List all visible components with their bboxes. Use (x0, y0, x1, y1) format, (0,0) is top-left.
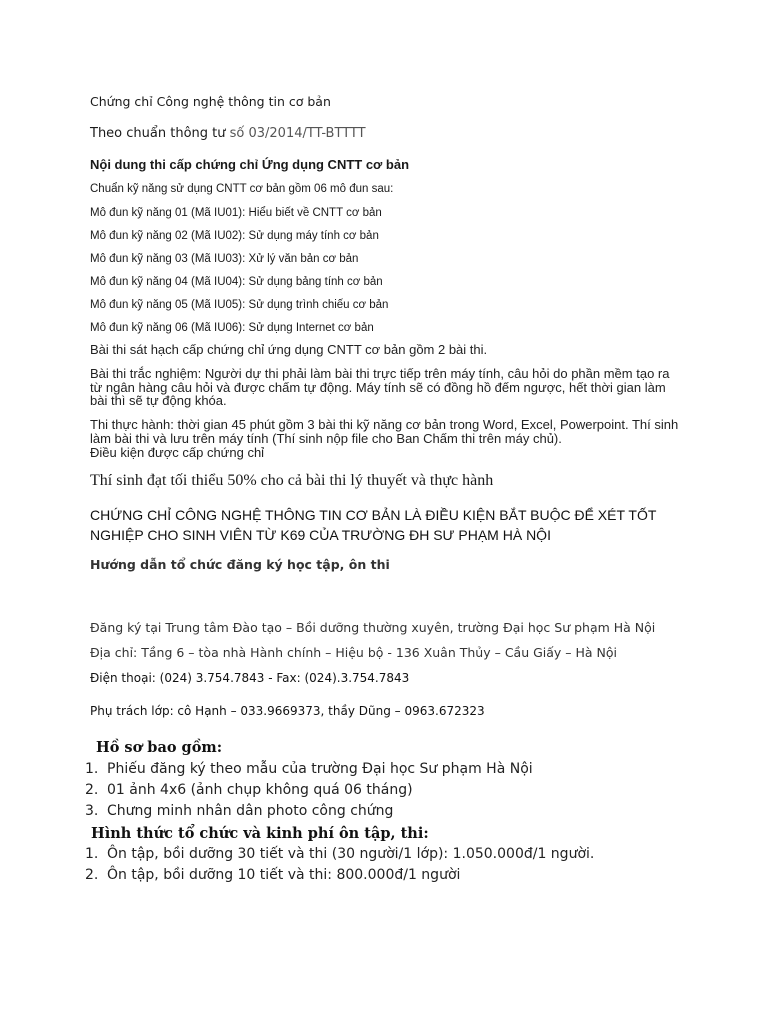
exam-practice-description: Thi thực hành: thời gian 45 phút gồm 3 bài thi kỹ năng cơ bản trong Word, Excel, Powerpoint. Thí sinh làm bài thi và lưu trên máy tính (Thí sinh nộp file cho Ban Chấm thi trên máy chủ). (90, 417, 679, 446)
registration-place: Đăng ký tại Trung tâm Đào tạo – Bồi dưỡng thường xuyên, trường Đại học Sư phạm Hà Nội (90, 620, 656, 635)
graduation-notice: CHỨNG CHỈ CÔNG NGHỆ THÔNG TIN CƠ BẢN LÀ ĐIỀU KIỆN BẮT BUỘC ĐỂ XÉT TỐT NGHIỆP CHO SINH VIÊN TỪ K69 CỦA TRƯỜNG ĐH SƯ PHẠM HÀ NỘI (90, 507, 657, 543)
registration-address: Địa chỉ: Tầng 6 – tòa nhà Hành chính – Hiệu bộ - 136 Xuân Thủy – Cầu Giấy – Hà Nội (90, 645, 618, 660)
exam-content-heading: Nội dung thi cấp chứng chỉ Ứng dụng CNTT cơ bản (90, 157, 410, 172)
standard-number: số 03/2014/TT-BTTTT (229, 126, 366, 141)
exam-intro: Bài thi sát hạch cấp chứng chỉ ứng dụng CNTT cơ bản gồm 2 bài thi. (90, 342, 488, 357)
fees-list (85, 844, 594, 886)
module-item: Mô đun kỹ năng 05 (Mã IU05): Sử dụng trình chiếu cơ bản (90, 299, 389, 311)
documents-list (85, 759, 533, 822)
page-title: Chứng chỉ Công nghệ thông tin cơ bản (90, 94, 331, 109)
module-item: Mô đun kỹ năng 04 (Mã IU04): Sử dụng bảng tính cơ bản (90, 276, 383, 288)
registration-contact: Phụ trách lớp: cô Hạnh – 033.9669373, thầy Dũng – 0963.672323 (90, 704, 485, 718)
list-item: 1. Phiếu đăng ký theo mẫu của trường Đại học Sư phạm Hà Nội (85, 761, 533, 777)
certificate-condition-label: Điều kiện được cấp chứng chỉ (90, 445, 265, 460)
certificate-condition-text: Thí sinh đạt tối thiểu 50% cho cả bài thi lý thuyết và thực hành (90, 472, 494, 489)
fees-heading: Hình thức tổ chức và kinh phí ôn tập, thi: (91, 825, 429, 842)
list-item: 1. Ôn tập, bồi dưỡng 30 tiết và thi (30 người/1 lớp): 1.050.000đ/1 người. (85, 846, 595, 862)
module-item: Mô đun kỹ năng 03 (Mã IU03): Xử lý văn bản cơ bản (90, 253, 359, 265)
exam-theory-description: Bài thi trắc nghiệm: Người dự thi phải làm bài thi trực tiếp trên máy tính, câu hỏi do phần mềm tạo ra từ ngân hàng câu hỏi và được chấm tự động. Máy tính sẽ có đồng hồ đếm ngược, hết thời gian làm bài thì sẽ tự động khóa. (90, 366, 670, 408)
documents-heading: Hồ sơ bao gồm: (96, 739, 223, 756)
modules-intro: Chuẩn kỹ năng sử dụng CNTT cơ bản gồm 06 mô đun sau: (90, 183, 394, 195)
registration-heading: Hướng dẫn tổ chức đăng ký học tập, ôn thi (90, 557, 390, 572)
module-item: Mô đun kỹ năng 01 (Mã IU01): Hiểu biết về CNTT cơ bản (90, 207, 382, 219)
standard-prefix: Theo chuẩn thông tư (90, 126, 230, 141)
standard-reference (90, 126, 366, 141)
list-item: 2. 01 ảnh 4x6 (ảnh chụp không quá 06 tháng) (85, 782, 413, 798)
list-item: 3. Chưng minh nhân dân photo công chứng (85, 803, 394, 819)
registration-phone: Điện thoại: (024) 3.754.7843 - Fax: (024).3.754.7843 (90, 671, 410, 685)
list-item: 2. Ôn tập, bồi dưỡng 10 tiết và thi: 800.000đ/1 người (85, 867, 461, 883)
module-item: Mô đun kỹ năng 06 (Mã IU06): Sử dụng Internet cơ bản (90, 322, 374, 334)
module-item: Mô đun kỹ năng 02 (Mã IU02): Sử dụng máy tính cơ bản (90, 230, 379, 242)
